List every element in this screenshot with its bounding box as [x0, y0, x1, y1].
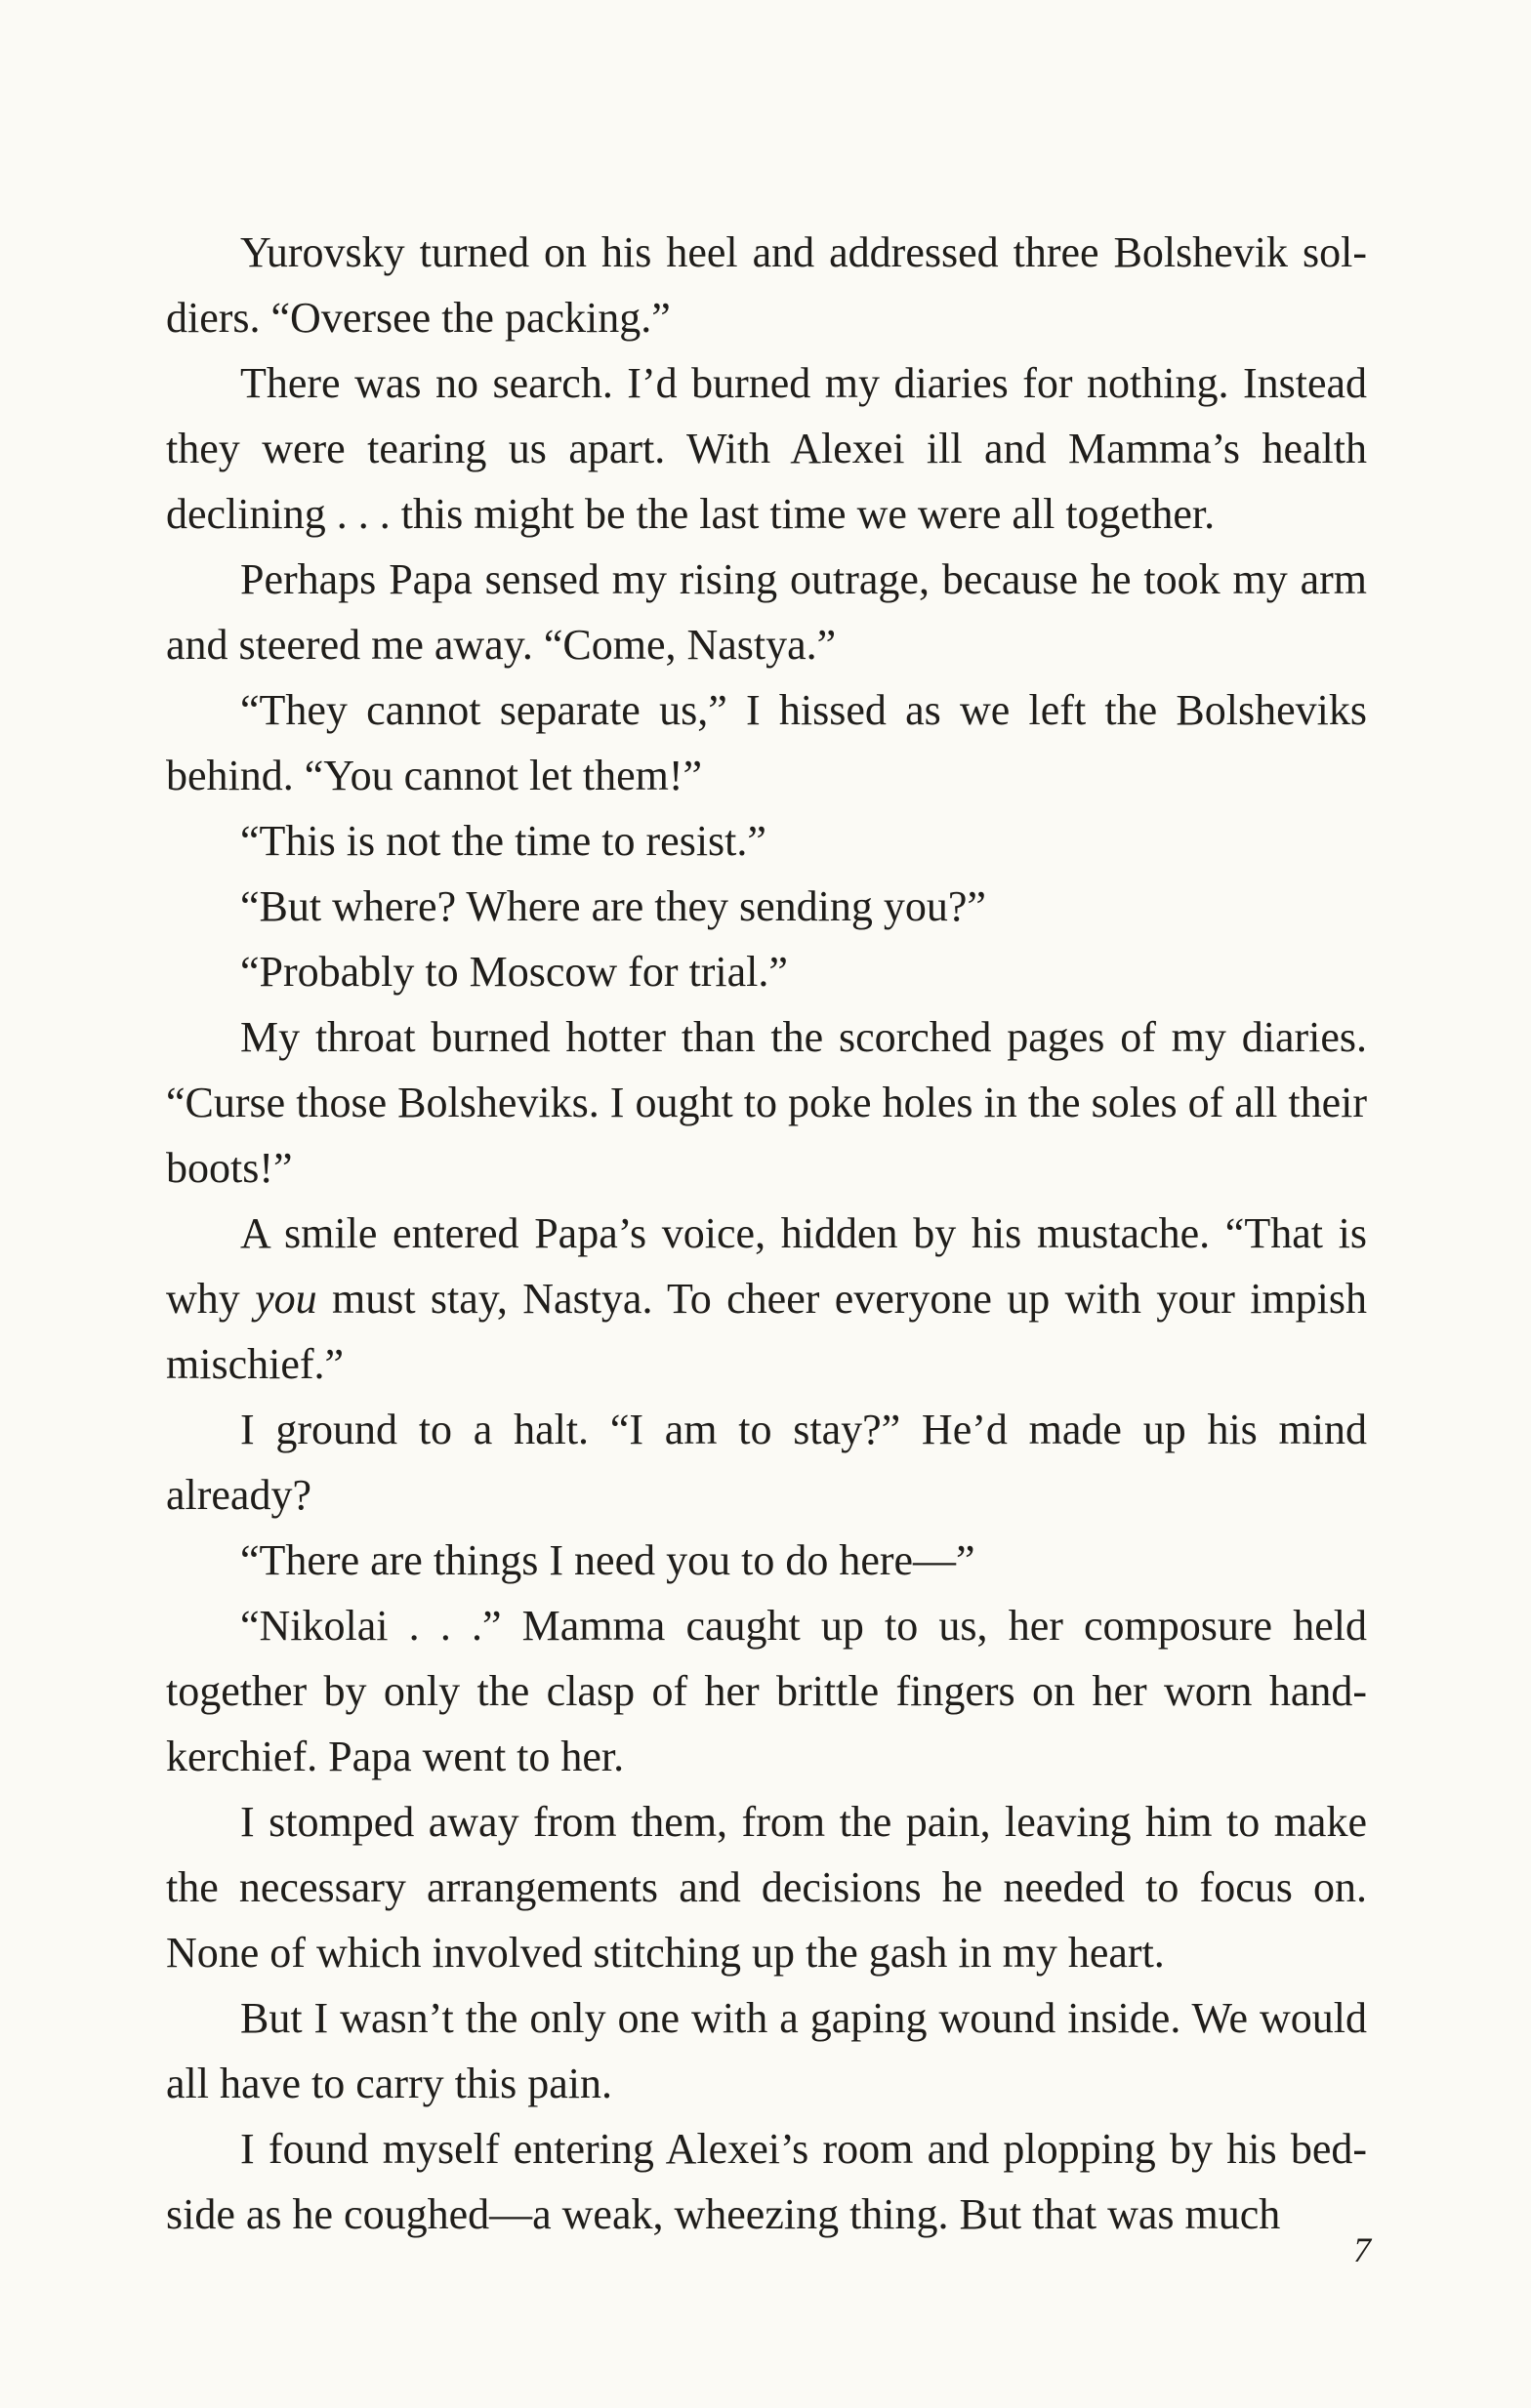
paragraph: Perhaps Papa sensed my rising outrage, because he took my arm and steered me away. “Come, Nastya.”: [166, 555, 1367, 669]
page-number: 7: [1353, 2230, 1371, 2269]
paragraph: “This is not the time to resist.”: [240, 817, 766, 865]
paragraph: My throat burned hotter than the scorched pages of my diaries. “Curse those Bolsheviks. I ought to poke holes in the soles of all their boots!”: [166, 1013, 1367, 1192]
paragraph: Yurovsky turned on his heel and addressed three Bolshevik sol-diers. “Oversee the packing.”: [166, 228, 1367, 342]
paragraph: “Nikolai . . .” Mamma caught up to us, her composure held together by only the clasp of her brittle fingers on her worn hand-kerchief. Papa went to her.: [166, 1602, 1367, 1780]
emphasis-text: you: [255, 1275, 317, 1323]
paragraph: “But where? Where are they sending you?”: [240, 882, 986, 930]
paragraph: But I wasn’t the only one with a gaping wound inside. We would all have to carry this pain.: [166, 1994, 1367, 2107]
paragraph: “Probably to Moscow for trial.”: [240, 948, 788, 996]
paragraph: There was no search. I’d burned my diaries for nothing. Instead they were tearing us apart. With Alexei ill and Mamma’s health declining . . . this might be the last time we were all together.: [166, 359, 1367, 538]
paragraph-text: A smile entered Papa’s voice, hidden by his mustache. “That is why: [166, 1209, 1367, 1323]
paragraph: I stomped away from them, from the pain, leaving him to make the necessary arrangements and decisions he needed to focus on. None of which involved stitching up the gash in my heart.: [166, 1798, 1367, 1977]
paragraph: [166, 1201, 1367, 1397]
body-text: [166, 220, 1367, 2247]
paragraph: “They cannot separate us,” I hissed as we left the Bolsheviks behind. “You cannot let them!”: [166, 686, 1367, 799]
paragraph-text: must stay, Nastya. To cheer everyone up with your impish mischief.”: [166, 1275, 1368, 1388]
paragraph: I ground to a halt. “I am to stay?” He’d made up his mind already?: [166, 1406, 1367, 1519]
paragraph: I found myself entering Alexei’s room and plopping by his bed-side as he coughed—a weak, wheezing thing. But that was much: [166, 2125, 1367, 2238]
paragraph: “There are things I need you to do here—”: [240, 1536, 975, 1584]
